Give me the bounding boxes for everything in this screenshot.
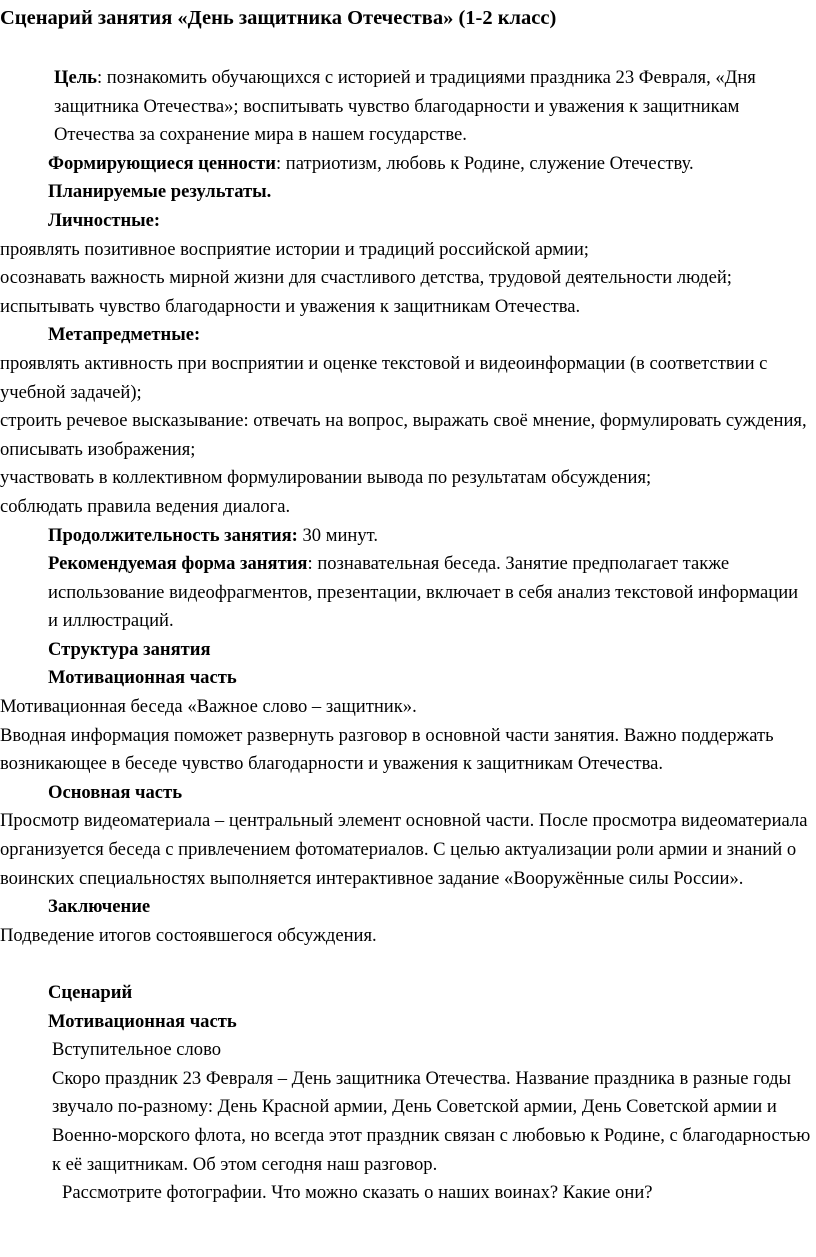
- duration-text: 30 минут.: [297, 524, 379, 546]
- goal-label: Цель: [54, 67, 97, 88]
- photos-text: Рассмотрите фотографии. Что можно сказать о наших воинах? Какие они?: [62, 1182, 653, 1204]
- personal-item: испытывать чувство благодарности и уважения к защитникам Отечества.: [0, 295, 581, 317]
- conclusion-heading: Заключение: [48, 896, 151, 918]
- duration-paragraph: [0, 522, 812, 551]
- meta-item: строить речевое высказывание: отвечать на вопрос, выражать своё мнение, формулировать суждения, описывать изображения;: [0, 410, 807, 460]
- duration-label: Продолжительность занятия:: [48, 524, 298, 546]
- form-text: : познавательная беседа. Занятие предполагает также использование видеофрагментов, презентации, включает в себя анализ текстовой информации и иллюстраций.: [48, 553, 799, 632]
- structure-heading: Структура занятия: [48, 638, 211, 660]
- meta-item: проявлять активность при восприятии и оценке текстовой и видеоинформации (в соответствии с учебной задачей);: [0, 352, 768, 403]
- intro-text: Скоро праздник 23 Февраля – День защитника Отечества. Название праздника в разные годы звучало по-разному: День Красной армии, День Советской армии, День Советской армии и Военно-морского флота, но всегда этот праздник связан с любовью к Родине, с благодарностью к её защитникам. Об этом сегодня наш разговор.: [52, 1067, 811, 1175]
- main-text: Просмотр видеоматериала – центральный элемент основной части. После просмотра видеоматериала организуется беседа с привлечением фотоматериалов. С целью актуализации роли армии и знаний о воинских специальностях выполняется интерактивное задание «Вооружённые силы России».: [0, 810, 808, 889]
- scenario-motivation-heading: Мотивационная часть: [48, 1010, 237, 1032]
- main-heading: Основная часть: [48, 781, 183, 803]
- motivation-line: Вводная информация поможет развернуть разговор в основной части занятия. Важно поддержать возникающее в беседе чувство благодарности и уважения к защитникам Отечества.: [0, 724, 774, 775]
- personal-item: проявлять позитивное восприятие истории и традиций российской армии;: [0, 238, 589, 260]
- document-body: [0, 64, 812, 1208]
- values-label: Формирующиеся ценности: [48, 152, 276, 174]
- document-title: Сценарий занятия «День защитника Отечества» (1-2 класс): [0, 7, 557, 29]
- values-text: : патриотизм, любовь к Родине, служение Отечеству.: [275, 152, 694, 174]
- form-paragraph: [0, 550, 812, 636]
- personal-heading: Личностные:: [48, 209, 161, 231]
- meta-heading: Метапредметные:: [48, 324, 201, 346]
- results-heading: Планируемые результаты.: [48, 181, 272, 203]
- personal-item: осознавать важность мирной жизни для счастливого детства, трудовой деятельности людей;: [0, 267, 732, 289]
- motivation-line: Мотивационная беседа «Важное слово – защитник».: [0, 696, 417, 718]
- scenario-heading: Сценарий: [48, 982, 133, 1003]
- intro-label: Вступительное слово: [52, 1039, 222, 1061]
- meta-item: участвовать в коллективном формулировании вывода по результатам обсуждения;: [0, 467, 652, 489]
- meta-item: соблюдать правила ведения диалога.: [0, 495, 291, 517]
- form-label: Рекомендуемая форма занятия: [48, 553, 308, 575]
- goal-text: : познакомить обучающихся с историей и традициями праздника 23 Февраля, «Дня защитника Отечества»; воспитывать чувство благодарности и уважения к защитникам Отечества за сохранение мира в нашем государстве.: [54, 67, 756, 146]
- blank-line: [0, 950, 812, 979]
- goal-paragraph: [0, 64, 812, 150]
- motivation-heading: Мотивационная часть: [48, 667, 237, 689]
- conclusion-text: Подведение итогов состоявшегося обсуждения.: [0, 924, 377, 946]
- values-paragraph: [0, 150, 812, 179]
